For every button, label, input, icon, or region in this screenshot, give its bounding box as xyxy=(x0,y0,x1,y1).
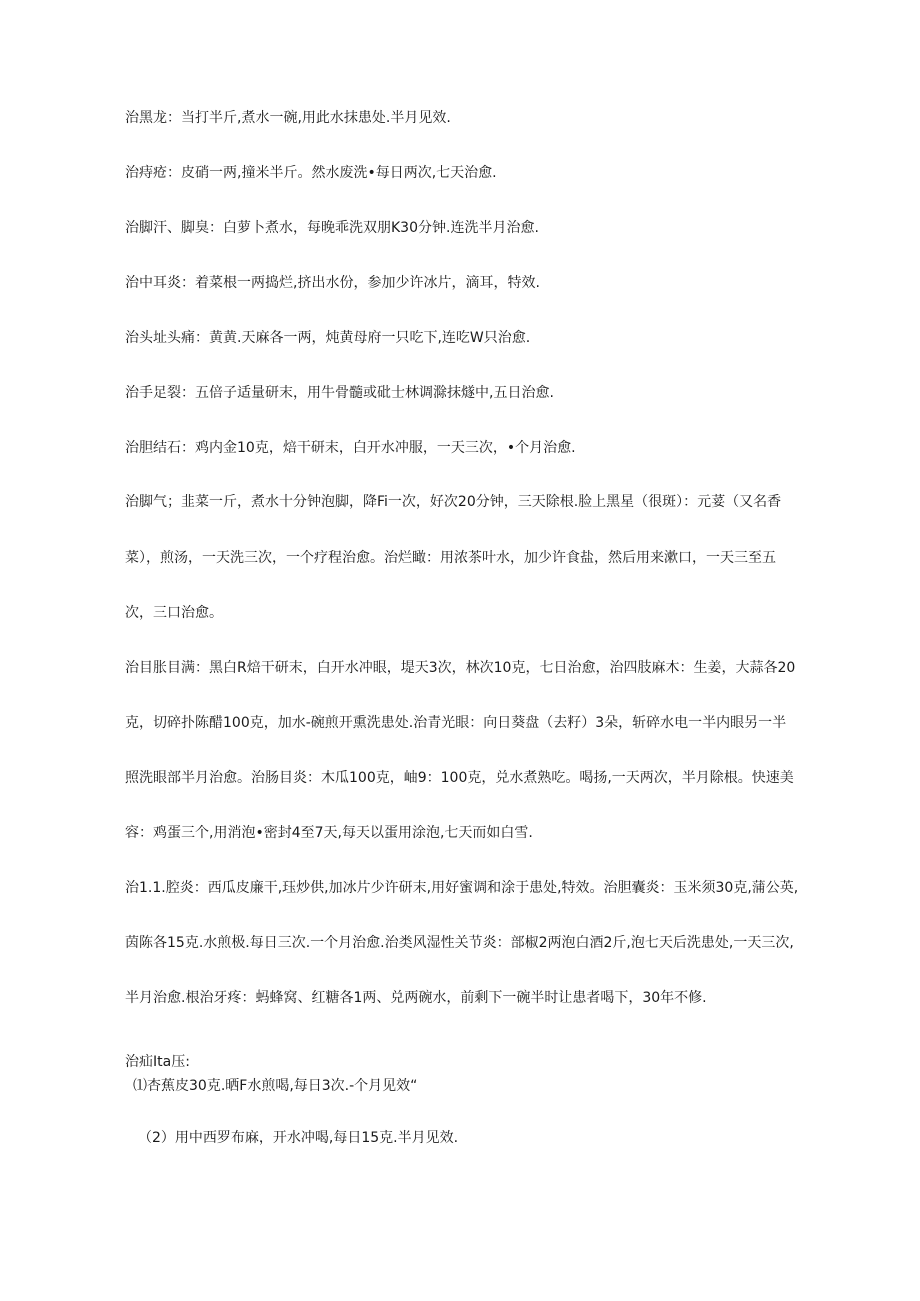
text-line: ⑴杏蕉皮30克.晒F水煎喝,每日3次.-个月见效“ xyxy=(133,1078,418,1094)
text-line: 治目胀目满：黑白R焙干研末，白开水冲眼，堤天3次，林次10克，七日治愈，治四肢麻木：生姜，大蒜各20 xyxy=(125,660,796,676)
text-line: 治痔疮：皮硝一两,撞米半斤。然水废洗•每日两次,七天治愈. xyxy=(125,165,497,181)
text-line: 治头址头痛：黄黄.天麻各一两，炖黄母府一只吃下,连吃W只治愈. xyxy=(125,330,531,346)
text-line: 容：鸡蛋三个,用消泡•密封4至7天,每天以蛋用涂泡,七天而如白雪. xyxy=(125,825,533,841)
text-line: 照洗眼部半月治愈。治肠目炎：木瓜100克，岫9：100克，兑水煮熟吃。喝扬,一天两次，半月除根。快速美 xyxy=(125,770,794,786)
text-line: 治中耳炎：着菜根一两捣烂,挤出水份，参加少许冰片，滴耳，特效. xyxy=(125,275,540,291)
text-line: 菜），煎汤，一天洗三次，一个疗程治愈。治烂瞰：用浓茶叶水，加少许食盐，然后用来漱口，一天三至五 xyxy=(125,550,776,566)
text-line: 治手足裂：五倍子适量研末，用牛骨髓或砒士林调滁抹燧中,五日治愈. xyxy=(125,385,554,401)
text-line: 克，切碎扑陈醋100克，加水-碗煎开熏洗患处.治青光眼：向日葵盘（去籽）3朵，斩碎水电一半内眼另一半 xyxy=(125,715,787,731)
text-line: 治脚汗、脚臭：白萝卜煮水，每晚乖洗双朋K30分钟.连洗半月治愈. xyxy=(125,220,539,236)
text-line: 治胆结石：鸡内金10克，焙干研末，白开水冲服，一天三次，•个月治愈. xyxy=(125,440,576,456)
text-line: 治疝Ita压: xyxy=(125,1054,190,1070)
text-line: 治黑龙：当打半斤,煮水一碗,用此水抹患处.半月见效. xyxy=(125,110,451,126)
text-line: 次，三口治愈。 xyxy=(125,605,223,621)
text-line: 茵陈各15克.水煎极.每日三次.一个月治愈.治类风湿性关节炎：部椒2两泡白酒2斤,泡七天后洗患处,一天三次, xyxy=(125,935,794,951)
text-line: （2）用中西罗布麻，开水冲喝,每日15克.半月见效. xyxy=(138,1130,459,1146)
text-line: 半月治愈.根治牙疼：蚂蜂窝、红糖各1两、兑两碗水，前剩下一碗半时让患者喝下，30年不修. xyxy=(125,990,707,1006)
text-line: 治脚气；韭菜一斤，煮水十分钟泡脚，降Fi一次，好次20分钟，三天除根.脸上黑星（很斑）：元荽（又名香 xyxy=(125,494,782,510)
text-line: 治1.1.腔炎：西瓜皮廉干,珏炒供,加冰片少许研末,用好蜜调和涂于患处,特效。治胆囊炎：玉米须30克,蒲公英, xyxy=(125,880,799,896)
